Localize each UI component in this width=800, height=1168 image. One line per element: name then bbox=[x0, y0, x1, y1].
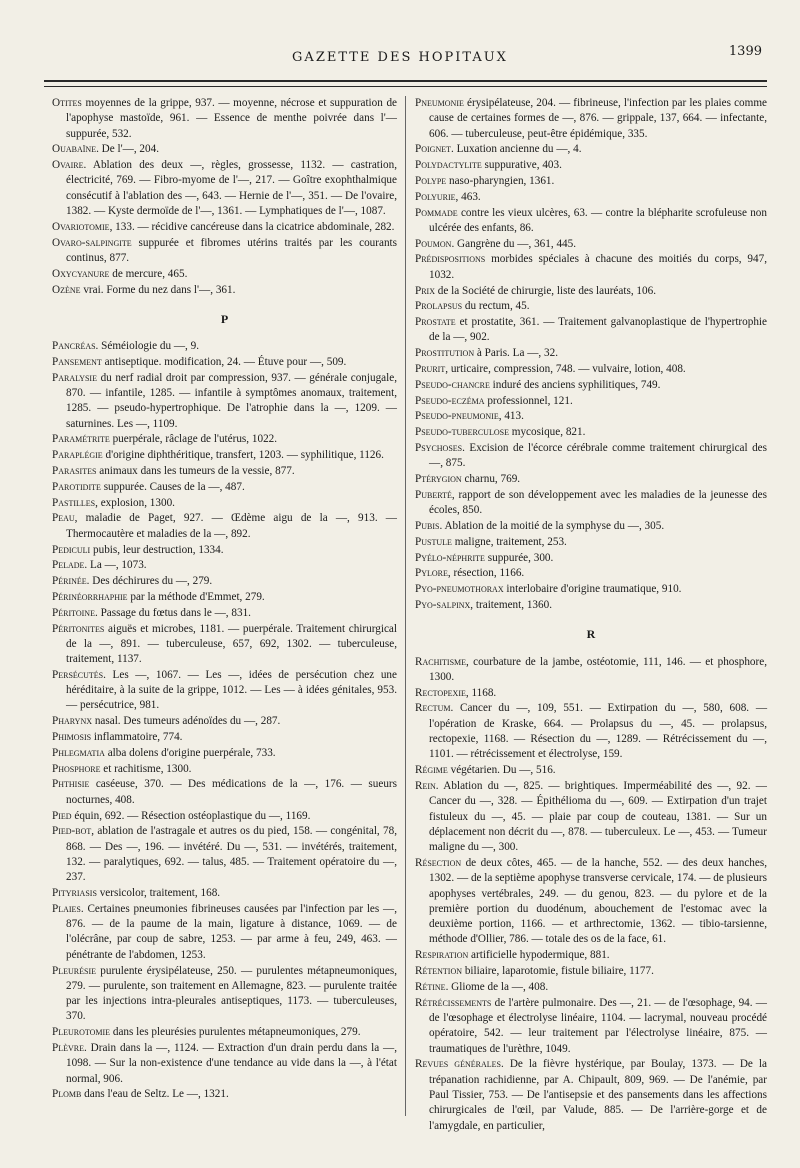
entry-text: alba dolens d'origine puerpérale, 733. bbox=[107, 746, 276, 759]
entry-text: maligne, traitement, 253. bbox=[454, 535, 567, 548]
entry-heading: Péritonites bbox=[52, 622, 105, 635]
entry-text: pubis, leur destruction, 1334. bbox=[93, 543, 224, 556]
entry-heading: Rétine. bbox=[415, 980, 449, 993]
entry-heading: Parasites bbox=[52, 465, 97, 478]
index-entry bbox=[415, 409, 767, 424]
index-entry bbox=[52, 496, 397, 511]
entry-text: résection, 1166. bbox=[453, 567, 525, 580]
entry-heading: Phosphore bbox=[52, 762, 101, 775]
entry-text: vrai. Forme du nez dans l'—, 361. bbox=[83, 283, 236, 296]
entry-text: suppurative, 403. bbox=[484, 159, 562, 172]
entry-heading: Pied-bot, bbox=[52, 825, 95, 838]
entry-heading: Pseudo-pneumonie, bbox=[415, 410, 502, 423]
entry-text: dans les pleurésies purulentes métapneumoniques, 279. bbox=[112, 1026, 361, 1039]
index-entry bbox=[52, 558, 397, 573]
index-entry bbox=[52, 714, 397, 729]
index-entry bbox=[52, 1041, 397, 1087]
index-entry bbox=[415, 856, 767, 948]
entry-heading: Pityriasis bbox=[52, 887, 97, 900]
entry-text: Luxation ancienne du —, 4. bbox=[456, 143, 582, 156]
index-entry bbox=[52, 622, 397, 668]
index-entry bbox=[415, 96, 767, 142]
entry-text: rapport de son développement avec les maladies de la jeunesse des écoles, 850. bbox=[429, 488, 767, 517]
entry-text: Passage du fœtus dans le —, 831. bbox=[100, 606, 251, 619]
entry-text: Certaines pneumonies fibrineuses causées par l'infection par les —, 876. — de la paume de la main, ligature à distance, 1069. — de l'olécrâne, par coup de sabre, 1253. — par arme à feu, 249, 463. — pénétrante de l'abdomen, 1253. bbox=[66, 902, 397, 961]
entry-heading: Prolapsus bbox=[415, 300, 463, 313]
index-entry bbox=[52, 574, 397, 589]
entry-text: biliaire, laparotomie, fistule biliaire, 1177. bbox=[464, 965, 654, 978]
entry-heading: Pustule bbox=[415, 535, 452, 548]
entry-text: et prostatite, 361. — Traitement galvanoplastique de l'hypertrophie de la —, 902. bbox=[429, 316, 768, 344]
entry-text: courbature de la jambe, ostéotomie, 111, 146. — et phosphore, 1300. bbox=[429, 655, 768, 683]
index-entry bbox=[415, 535, 767, 550]
entry-text: La —, 1073. bbox=[90, 559, 147, 572]
index-entry bbox=[52, 1087, 397, 1102]
index-entry bbox=[415, 582, 767, 597]
index-entry bbox=[52, 824, 397, 885]
entry-text: artificielle hypodermique, 881. bbox=[471, 949, 610, 962]
entry-text: du rectum, 45. bbox=[464, 300, 530, 313]
entry-text: versicolor, traitement, 168. bbox=[99, 887, 221, 900]
entry-text: inflammatoire, 774. bbox=[93, 731, 183, 744]
entry-heading: Ouabaïne. bbox=[52, 143, 99, 156]
index-entry bbox=[415, 425, 767, 440]
index-entry bbox=[415, 551, 767, 566]
entry-text: Cancer du —, 109, 551. — Extirpation du —, 580, 608. — l'opération de Kraske, 664. — Prolapsus du —, 45. — prolapsus, rectopexie, 1168. — Résection du —, 1289. — Rétrécissement du —, 1101. — rétrécissement et électrolyse, 159. bbox=[429, 702, 768, 761]
index-entry bbox=[415, 472, 767, 487]
entry-heading: Ptérygion bbox=[415, 473, 462, 486]
index-entry bbox=[52, 964, 397, 1025]
entry-heading: Otites bbox=[52, 97, 82, 109]
entry-text: traitement, 1360. bbox=[475, 599, 553, 611]
p-section-continued bbox=[415, 96, 767, 613]
entry-text: de deux côtes, 465. — de la hanche, 552. — des deux hanches, 1302. — de la septième apophyse transverse cervicale, 174. — de plusieurs apophyses vertébrales, 249. — du genou, 823. — du pylore et de la première portion du duodénum, abouchement de l'estomac avec la deuxième portion, 1166. — et arthrectomie, 1362. — tibio-tarsienne, méthode d'Ollier, 786. — totale des os de la face, 61. bbox=[429, 856, 768, 946]
index-entry bbox=[52, 730, 397, 745]
entry-heading: Ovariotomie, bbox=[52, 220, 113, 233]
entry-heading: Pyo-salpinx, bbox=[415, 599, 474, 611]
entry-text: animaux dans les tumeurs de la vessie, 877. bbox=[99, 465, 295, 478]
section-letter-r: R bbox=[586, 627, 596, 642]
entry-heading: Respiration bbox=[415, 949, 469, 962]
entry-text: par la méthode d'Emmet, 279. bbox=[130, 590, 265, 603]
entry-text: interlobaire d'origine traumatique, 910. bbox=[506, 583, 682, 596]
entry-heading: Peau, bbox=[52, 512, 78, 525]
entry-text: équin, 692. — Résection ostéoplastique du —, 1169. bbox=[74, 809, 311, 822]
entry-heading: Ozène bbox=[52, 283, 81, 296]
entry-text: naso-pharyngien, 1361. bbox=[449, 174, 555, 187]
index-entry bbox=[52, 886, 397, 901]
index-entry bbox=[415, 394, 767, 409]
entry-heading: Phimosis bbox=[52, 731, 92, 744]
entry-text: mycosique, 821. bbox=[511, 426, 586, 439]
entry-heading: Ovaire. bbox=[52, 159, 87, 172]
index-entry bbox=[415, 441, 767, 472]
index-entry bbox=[52, 283, 397, 298]
entry-text: 1168. bbox=[471, 686, 497, 699]
index-entry bbox=[52, 777, 397, 808]
column-divider bbox=[405, 96, 406, 1116]
index-entry bbox=[415, 284, 767, 299]
entry-heading: Pied bbox=[52, 809, 72, 822]
journal-title: GAZETTE DES HOPITAUX bbox=[292, 50, 508, 65]
index-entry bbox=[52, 96, 397, 142]
index-entry bbox=[52, 606, 397, 621]
index-entry bbox=[415, 701, 767, 762]
entry-heading: Pastilles, bbox=[52, 496, 98, 509]
index-entry bbox=[415, 299, 767, 314]
entry-text: purulente érysipélateuse, 250. — purulentes métapneumoniques, 279. — purulente, son traitement en Allemagne, 823. — purulente traitée par les injections intra-pleurales antiseptiques, 1173. — tuberculeuses, 370. bbox=[66, 964, 398, 1023]
index-entry bbox=[52, 809, 397, 824]
entry-heading: Parotidite bbox=[52, 480, 101, 493]
entry-text: Ablation du —, 825. — brightiques. Imperméabilité des —, 92. — Cancer du —, 328. — Épithélioma du —, 609. — Extirpation d'un trajet fistuleux du —, 45. — plaie par coup de couteau, 1381. — Sur un déplacement non décrit du —, 878. — tuberculeux. Le —, 453. — Tumeur maligne du —, 300. bbox=[429, 779, 767, 854]
index-entry bbox=[52, 267, 397, 282]
entry-text: De l'—, 204. bbox=[101, 143, 159, 156]
entry-text: professionnel, 121. bbox=[487, 394, 573, 407]
entry-heading: Poignet. bbox=[415, 143, 454, 156]
index-entry bbox=[415, 362, 767, 377]
entry-heading: Polydactylite bbox=[415, 159, 482, 172]
index-entry bbox=[52, 511, 397, 542]
entry-heading: Oxycyanure bbox=[52, 267, 110, 280]
entry-heading: Rétention bbox=[415, 965, 463, 978]
entry-heading: Pediculi bbox=[52, 543, 91, 556]
entry-heading: Paralysie bbox=[52, 371, 97, 384]
index-entry bbox=[415, 980, 767, 995]
entry-heading: Pseudo-eczéma bbox=[415, 394, 485, 407]
entry-text: Drain dans la —, 1124. — Extraction d'un drain perdu dans la —, 1098. — Sur la non-existence d'une tendance au vide dans la —, à l'état normal, 906. bbox=[66, 1042, 398, 1085]
index-entry bbox=[52, 746, 397, 761]
entry-heading: Périnéorrhaphie bbox=[52, 590, 128, 603]
entry-text: explosion, 1300. bbox=[100, 496, 175, 509]
index-entry bbox=[415, 142, 767, 157]
entry-text: Séméiologie du —, 9. bbox=[101, 340, 200, 353]
entry-heading: Prédispositions bbox=[415, 253, 486, 266]
entry-text: Ablation des deux —, règles, grossesse, 1132. — castration, électricité, 769. — Fibro-myome de l'—, 217. — Goître exophthalmique consécutif à l'ablation des —, 643. — Hernie de l'—, 351. — De l'ovaire, 1382. — Kyste dermoïde de l'—, 1361. — Lymphatiques de l'—, 1087. bbox=[66, 159, 397, 218]
entry-text: contre les vieux ulcères, 63. — contre la blépharite scrofuleuse non ulcérée des enfants, 86. bbox=[429, 206, 767, 234]
entry-text: caséeuse, 370. — Des médications de la —, 176. — sueurs nocturnes, 408. bbox=[66, 778, 398, 806]
entry-text: et rachitisme, 1300. bbox=[103, 762, 192, 775]
index-entry bbox=[415, 964, 767, 979]
index-entry bbox=[52, 220, 397, 235]
entry-heading: Pancréas. bbox=[52, 340, 99, 353]
entry-heading: Prostate bbox=[415, 316, 456, 329]
index-entry bbox=[415, 378, 767, 393]
index-entry bbox=[415, 190, 767, 205]
index-entry bbox=[52, 590, 397, 605]
entry-text: érysipélateuse, 204. — fibrineuse, l'infection par les plaies comme cause de certaines formes de —, 876. — grippale, 137, 664. — infectante, 606. — tuberculeuse, peut-être épidémique, 335. bbox=[429, 97, 768, 140]
entry-text: à Paris. La —, 32. bbox=[476, 347, 558, 360]
entry-heading: Poumon. bbox=[415, 237, 455, 250]
index-entry bbox=[415, 206, 767, 237]
index-entry bbox=[415, 686, 767, 701]
left-column bbox=[52, 96, 397, 1103]
right-column bbox=[415, 96, 767, 1134]
index-entry bbox=[415, 598, 767, 613]
section-letter-p: P bbox=[220, 311, 229, 326]
entry-text: suppurée. Causes de la —, 487. bbox=[103, 480, 245, 493]
index-entry bbox=[52, 1025, 397, 1040]
entry-text: moyennes de la grippe, 937. — moyenne, nécrose et suppuration de l'apophyse mastoïde, 961. — Essence de menthe poivrée dans l'— suppurée, 532. bbox=[66, 97, 397, 140]
index-entry bbox=[52, 543, 397, 558]
entry-text: puerpérale, râclage de l'utérus, 1022. bbox=[112, 433, 278, 446]
index-entry bbox=[415, 158, 767, 173]
entry-text: nasal. Des tumeurs adénoïdes du —, 287. bbox=[94, 715, 281, 728]
header-rule-thin bbox=[44, 86, 767, 87]
entry-heading: Résection bbox=[415, 856, 462, 869]
index-entry bbox=[52, 371, 397, 432]
entry-text: maladie de Paget, 927. — Œdème aigu de la —, 913. — Thermocautère et maladies de la —, 892. bbox=[66, 512, 397, 540]
index-entry bbox=[52, 339, 397, 354]
entry-heading: Prostitution bbox=[415, 347, 475, 360]
entry-heading: Plaies. bbox=[52, 902, 84, 915]
entry-text: morbides spéciales à chacune des moitiés du corps, 947, 1032. bbox=[429, 253, 768, 281]
entry-heading: Puberté, bbox=[415, 488, 455, 501]
entry-heading: Paramétrite bbox=[52, 433, 110, 446]
entry-heading: Pharynx bbox=[52, 715, 93, 728]
entry-heading: Pansement bbox=[52, 355, 102, 368]
entry-text: suppurée, 300. bbox=[487, 551, 554, 564]
entry-heading: Rein. bbox=[415, 779, 439, 792]
r-section bbox=[415, 655, 767, 1134]
entry-heading: Pubis. bbox=[415, 520, 443, 533]
entry-heading: Pylore, bbox=[415, 567, 451, 580]
entry-heading: Rétrécissements bbox=[415, 996, 492, 1009]
entry-text: de mercure, 465. bbox=[112, 267, 188, 280]
entry-text: Des déchirures du —, 279. bbox=[92, 575, 213, 588]
entry-text: du nerf radial droit par compression, 937. — générale conjugale, 870. — infantile, 1285. — infantile à symptômes anomaux, traitement, 1285. — pseudo-hypertrophique. De l'atrophie dans la —, 1209. — saturnines. Les —, 1109. bbox=[66, 371, 398, 430]
index-entry bbox=[52, 158, 397, 219]
entry-heading: Polyurie, bbox=[415, 190, 459, 203]
entry-text: Excision de l'écorce cérébrale comme traitement chirurgical des —, 875. bbox=[429, 442, 767, 470]
entry-text: antiseptique. modification, 24. — Étuve pour —, 509. bbox=[104, 355, 347, 368]
entry-text: charnu, 769. bbox=[464, 473, 521, 486]
entry-text: de l'artère pulmonaire. Des —, 21. — de l'œsophage, 94. — de l'œsophage et électrolyse linéaire, 1104. — lacrymal, nouveau procédé opératoire, 542. — leur traitement par l'électrolyse linéaire, 875. — traumatiques de l'urèthre, 1049. bbox=[429, 996, 767, 1055]
entry-heading: Prurit, bbox=[415, 363, 449, 376]
header-rule-thick bbox=[44, 80, 767, 82]
entry-text: De la fièvre hystérique, par Boulay, 1373. — De la trépanation rachidienne, par A. Chipault, 809, 969. — De l'anémie, par Paul Tissier, 753. — De l'antisepsie et des pansements dans les affections chirurgicales de l'œil, par Valude, 885. — De l'arrière-gorge et de l'amygdale, en particulier, bbox=[429, 1058, 767, 1132]
index-entry bbox=[415, 488, 767, 519]
entry-heading: Pleurotomie bbox=[52, 1026, 111, 1039]
page-header bbox=[0, 44, 800, 74]
index-entry bbox=[415, 566, 767, 581]
entry-text: Ablation de la moitié de la symphyse du —, 305. bbox=[444, 520, 665, 533]
entry-text: végétarien. Du —, 516. bbox=[450, 764, 556, 777]
entry-text: ablation de l'astragale et autres os du pied, 158. — congénital, 78, 868. — Des —, 196. — invétéré. Du —, 531. — invétérés, traitement, 132. — paralytiques, 692. — talus, 485. — Traitement opératoire du —, 237. bbox=[66, 825, 397, 884]
entry-heading: Rachitisme, bbox=[415, 655, 469, 668]
entry-heading: Plomb bbox=[52, 1088, 82, 1101]
entry-heading: Rectopexie, bbox=[415, 686, 469, 699]
entry-text: induré des anciens syphilitiques, 749. bbox=[492, 378, 661, 391]
index-entry bbox=[52, 668, 397, 714]
entry-heading: Pyélo-néphrite bbox=[415, 551, 485, 564]
index-entry bbox=[415, 252, 767, 283]
entry-heading: Paraplégie bbox=[52, 449, 103, 462]
index-entry bbox=[415, 996, 767, 1057]
entry-heading: Phlegmatia bbox=[52, 746, 105, 759]
index-entry bbox=[415, 315, 767, 346]
entry-heading: Pleurésie bbox=[52, 964, 96, 977]
index-entry bbox=[52, 480, 397, 495]
entry-heading: Pyo-pneumothorax bbox=[415, 583, 504, 596]
index-entry bbox=[52, 762, 397, 777]
entry-text: 413. bbox=[504, 410, 524, 423]
entry-text: Gangrène du —, 361, 445. bbox=[457, 237, 577, 250]
index-entry bbox=[415, 763, 767, 778]
index-entry bbox=[415, 948, 767, 963]
entry-text: 133. — récidive cancéreuse dans la cicatrice abdominale, 282. bbox=[115, 220, 395, 233]
index-entry bbox=[415, 779, 767, 855]
entry-text: urticaire, compression, 748. — vulvaire, lotion, 408. bbox=[450, 363, 686, 376]
index-entry bbox=[52, 448, 397, 463]
page-number: 1399 bbox=[728, 44, 762, 59]
entry-heading: Psychoses. bbox=[415, 442, 465, 455]
entry-text: de la Société de chirurgie, liste des lauréats, 106. bbox=[437, 284, 656, 297]
entry-heading: Revues générales. bbox=[415, 1058, 504, 1071]
entry-text: Gliome de la —, 408. bbox=[451, 980, 549, 993]
entry-text: dans l'eau de Seltz. Le —, 1321. bbox=[84, 1088, 229, 1101]
index-entry bbox=[52, 236, 397, 267]
index-entry bbox=[52, 902, 397, 963]
index-entry bbox=[52, 464, 397, 479]
entry-heading: Rectum. bbox=[415, 702, 454, 715]
entry-heading: Ovaro-salpingite bbox=[52, 236, 132, 249]
entry-text: suppurée et fibromes utérins traités par les courants continus, 877. bbox=[66, 236, 398, 264]
p-section bbox=[52, 339, 397, 1103]
entry-heading: Pommade bbox=[415, 206, 458, 219]
entry-heading: Pseudo-chancre bbox=[415, 378, 490, 391]
entry-heading: Plèvre. bbox=[52, 1042, 87, 1055]
entry-heading: Périnée. bbox=[52, 575, 90, 588]
index-entry bbox=[52, 142, 397, 157]
entry-text: Les —, 1067. — Les —, idées de persécution chez une héréditaire, à la suite de la grippe, 1012. — Les — à idées génitales, 953. — persécutrice, 981. bbox=[66, 668, 397, 712]
entry-heading: Phthisie bbox=[52, 778, 90, 791]
index-entry bbox=[415, 237, 767, 252]
entry-text: 463. bbox=[461, 190, 481, 203]
entry-heading: Pelade. bbox=[52, 559, 88, 572]
entry-heading: Polype bbox=[415, 174, 447, 187]
o-section bbox=[52, 96, 397, 298]
index-entry bbox=[415, 655, 767, 686]
entry-heading: Péritoine. bbox=[52, 606, 98, 619]
index-entry bbox=[52, 355, 397, 370]
entry-text: aiguës et microbes, 1181. — puerpérale. Traitement chirurgical de la —, 891. — tuberculeuse, 657, 692, 1302. — tuberculeuse, traitement, 1137. bbox=[66, 622, 398, 666]
entry-heading: Prix bbox=[415, 284, 435, 297]
entry-heading: Pneumonie bbox=[415, 97, 464, 109]
index-entry bbox=[415, 174, 767, 189]
index-entry bbox=[52, 432, 397, 447]
index-entry bbox=[415, 519, 767, 534]
entry-heading: Pseudo-tuberculose bbox=[415, 426, 509, 439]
entry-heading: Persécutés. bbox=[52, 668, 106, 681]
index-entry bbox=[415, 346, 767, 361]
index-entry bbox=[415, 1057, 767, 1133]
entry-heading: Régime bbox=[415, 764, 448, 777]
entry-text: d'origine diphthéritique, transfert, 1203. — syphilitique, 1126. bbox=[105, 449, 384, 462]
